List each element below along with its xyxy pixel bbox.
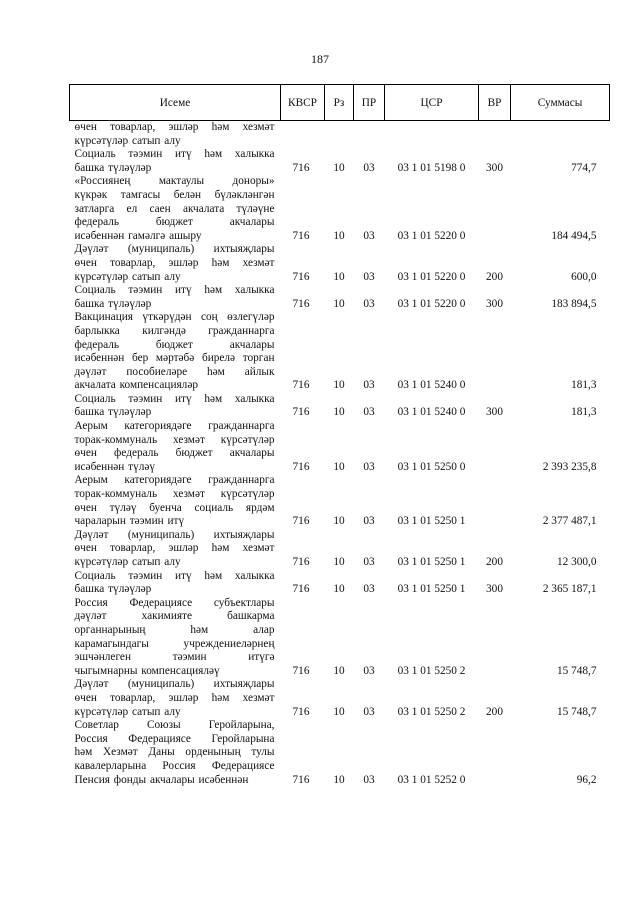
- row-vr: [479, 175, 511, 243]
- row-name-line: чараларын тәэмин итү: [74, 515, 185, 528]
- row-rz: [325, 121, 354, 149]
- row-csr: 03 1 01 5250 1: [397, 583, 466, 596]
- row-name-line: торак-коммуналь хезмәт күрсәтүләр: [74, 433, 275, 446]
- row-name-line: эшчәнлеген тәэмин итүгә: [74, 651, 275, 664]
- row-csr: 03 1 01 5198 0: [397, 161, 466, 174]
- row-rz: 10: [333, 161, 345, 174]
- row-pr: 03: [363, 705, 375, 718]
- row-sum: 96,2: [576, 773, 597, 786]
- row-name-line: затларга ел саен акчалата түләүне: [74, 202, 275, 215]
- row-name-line: Дәүләт (муниципаль) ихтыяҗлары: [74, 678, 275, 691]
- table-row: [70, 570, 610, 597]
- row-pr: 03: [363, 406, 375, 419]
- row-sum: 600,0: [571, 270, 597, 283]
- row-pr: 03: [363, 297, 375, 310]
- header-vr: ВР: [479, 85, 511, 121]
- row-sum: 12 300,0: [556, 556, 597, 568]
- row-name: [70, 284, 281, 311]
- row-kvsr: 716: [292, 229, 310, 242]
- row-name-line: башка түләүләр: [74, 297, 152, 310]
- row-rz: 10: [333, 379, 345, 392]
- row-pr: 03: [363, 556, 375, 568]
- row-vr: 200: [486, 270, 503, 283]
- row-name: [70, 121, 281, 149]
- row-kvsr: 716: [292, 379, 310, 392]
- row-rz: 10: [333, 515, 345, 528]
- row-name-line: өчен товарлар, эшләр һәм хезмәт: [74, 256, 275, 269]
- row-name: [70, 420, 281, 474]
- header-rz: Рз: [325, 85, 354, 121]
- row-pr: 03: [363, 270, 375, 283]
- row-rz: 10: [333, 460, 345, 473]
- row-name-line: һәм Хезмәт Даны орденының тулы: [74, 746, 275, 759]
- row-name: [70, 148, 281, 175]
- row-sum: 181,3: [571, 406, 597, 419]
- row-sum: 184 494,5: [551, 229, 597, 242]
- row-name-line: Аерым категориядәге гражданнарга: [74, 474, 275, 487]
- row-csr: 03 1 01 5220 0: [397, 270, 466, 283]
- row-csr: 03 1 01 5250 2: [397, 705, 466, 718]
- row-rz: 10: [333, 556, 345, 568]
- row-name-line: өчен товарлар, эшләр һәм хезмәт: [74, 121, 275, 133]
- row-name-line: Советлар Союзы Геройларына,: [74, 719, 275, 732]
- row-name: [70, 175, 281, 243]
- row-rz: 10: [333, 297, 345, 310]
- row-vr: 200: [486, 556, 503, 568]
- table-row: [70, 474, 610, 528]
- row-name-line: Дәүләт (муниципаль) ихтыяҗлары: [74, 528, 275, 541]
- header-pr: ПР: [354, 85, 385, 121]
- row-name-line: дәүләт хакимияте башкарма: [74, 610, 275, 623]
- row-name-line: Социаль тәэмин итү һәм халыкка: [74, 148, 275, 161]
- table-body: [70, 121, 610, 788]
- table-row: [70, 243, 610, 284]
- row-csr: 03 1 01 5250 1: [397, 556, 466, 568]
- row-name-line: дәүләт пособиеләре һәм айлык: [74, 365, 275, 378]
- row-sum: 181,3: [571, 379, 597, 392]
- row-name: [70, 678, 281, 719]
- row-name-line: Социаль тәэмин итү һәм халыкка: [74, 569, 275, 582]
- row-name-line: өчен товарлар, эшләр һәм хезмәт: [74, 691, 275, 704]
- row-name: [70, 474, 281, 528]
- row-vr: [479, 311, 511, 393]
- row-name-line: Аерым категориядәге гражданнарга: [74, 420, 275, 433]
- row-csr: 03 1 01 5250 1: [397, 515, 466, 528]
- row-pr: 03: [363, 773, 375, 786]
- row-name: [70, 719, 281, 787]
- row-kvsr: 716: [292, 705, 310, 718]
- row-name-line: чыгымнарны компенсацияләү: [74, 664, 220, 677]
- row-csr: 03 1 01 5240 0: [397, 406, 466, 419]
- row-vr: 300: [486, 583, 503, 596]
- row-kvsr: 716: [292, 556, 310, 568]
- table-row: [70, 678, 610, 719]
- row-kvsr: 716: [292, 161, 310, 174]
- header-kvsr: КВСР: [281, 85, 325, 121]
- row-name-line: федераль бюджет акчалары: [74, 216, 275, 229]
- row-name-line: Дәүләт (муниципаль) ихтыяҗлары: [74, 243, 275, 256]
- row-rz: 10: [333, 406, 345, 419]
- row-vr: [479, 474, 511, 528]
- row-sum: 2 365 187,1: [542, 583, 597, 596]
- row-sum: 2 393 235,8: [542, 460, 597, 473]
- row-name-line: Вакцинация үткәрүдән соң өзлегүләр: [74, 311, 275, 324]
- table-row: [70, 719, 610, 787]
- header-name: Исеме: [70, 85, 281, 121]
- table-row: [70, 148, 610, 175]
- row-vr: [479, 719, 511, 787]
- table-row: [70, 393, 610, 420]
- row-name-line: өчен товарлар, эшләр һәм хезмәт: [74, 542, 275, 555]
- table-row: [70, 597, 610, 679]
- row-name-line: күрсәтүләр сатып алу: [74, 705, 181, 718]
- row-csr: 03 1 01 5220 0: [397, 297, 466, 310]
- row-rz: 10: [333, 229, 345, 242]
- row-rz: 10: [333, 664, 345, 677]
- row-kvsr: 716: [292, 664, 310, 677]
- row-name: [70, 529, 281, 570]
- row-name-line: Пенсия фонды акчалары исәбеннән: [74, 773, 249, 786]
- row-pr: 03: [363, 229, 375, 242]
- header-sum: Суммасы: [511, 85, 610, 121]
- row-csr: 03 1 01 5250 0: [397, 460, 466, 473]
- table-row: [70, 284, 610, 311]
- table-row: [70, 175, 610, 243]
- row-name-line: күрсәтүләр сатып алу: [74, 556, 181, 568]
- row-csr: 03 1 01 5252 0: [397, 773, 466, 786]
- row-vr: 300: [486, 297, 503, 310]
- row-kvsr: 716: [292, 583, 310, 596]
- row-name-line: акчалата компенсацияләр: [74, 379, 198, 392]
- row-name-line: кавалерларына Россия Федерациясе: [74, 759, 275, 772]
- row-rz: 10: [333, 705, 345, 718]
- row-name-line: күрсәтүләр сатып алу: [74, 134, 181, 147]
- row-sum: 183 894,5: [551, 297, 597, 310]
- row-name-line: барлыкка килгәндә гражданнарга: [74, 324, 275, 337]
- row-sum: [511, 121, 610, 149]
- row-rz: 10: [333, 270, 345, 283]
- row-vr: [479, 121, 511, 149]
- row-name-line: күрсәтүләр сатып алу: [74, 270, 181, 283]
- row-vr: [479, 597, 511, 679]
- row-pr: 03: [363, 583, 375, 596]
- row-name-line: «Россиянең мактаулы доноры»: [74, 175, 275, 188]
- row-name-line: Россия Федерациясе субъектлары: [74, 596, 275, 609]
- page-number: 187: [311, 52, 329, 66]
- budget-table: [69, 84, 610, 787]
- table-row: [70, 529, 610, 570]
- row-name: [70, 393, 281, 420]
- row-kvsr: 716: [292, 773, 310, 786]
- row-pr: 03: [363, 460, 375, 473]
- row-name-line: башка түләүләр: [74, 583, 152, 596]
- row-rz: 10: [333, 773, 345, 786]
- row-csr: [385, 121, 479, 149]
- row-pr: [354, 121, 385, 149]
- row-kvsr: 716: [292, 460, 310, 473]
- row-name-line: Социаль тәэмин итү һәм халыкка: [74, 284, 275, 297]
- row-sum: 774,7: [571, 161, 597, 174]
- row-csr: 03 1 01 5220 0: [397, 229, 466, 242]
- row-kvsr: 716: [292, 297, 310, 310]
- row-kvsr: 716: [292, 515, 310, 528]
- row-sum: 15 748,7: [556, 664, 597, 677]
- row-name-line: күкрәк тамгасы белән бүләкләнгән: [74, 188, 275, 201]
- row-name-line: өчен федераль бюджет акчалары: [74, 447, 275, 460]
- table-header: [70, 85, 610, 121]
- table-row: [70, 311, 610, 393]
- row-name-line: башка түләүләр: [74, 406, 152, 419]
- row-vr: 300: [486, 161, 503, 174]
- row-name-line: федераль бюджет акчалары: [74, 338, 275, 351]
- row-sum: 15 748,7: [556, 705, 597, 718]
- row-rz: 10: [333, 583, 345, 596]
- header-csr: ЦСР: [385, 85, 479, 121]
- row-name-line: карамагындагы учреждениеләрнең: [74, 637, 275, 650]
- table-row: [70, 420, 610, 474]
- row-name-line: исәбеннән түләү: [74, 460, 156, 473]
- row-kvsr: 716: [292, 406, 310, 419]
- row-name: [70, 311, 281, 393]
- row-name: [70, 597, 281, 679]
- row-name-line: өчен түләү буенча социаль ярдәм: [74, 501, 275, 514]
- row-vr: 200: [486, 705, 503, 718]
- row-pr: 03: [363, 664, 375, 677]
- row-name-line: Россия Федерациясе Геройларына: [74, 732, 275, 745]
- row-name-line: торак-коммуналь хезмәт күрсәтүләр: [74, 488, 275, 501]
- row-pr: 03: [363, 379, 375, 392]
- row-name-line: исәбеннән гамәлгә ашыру: [74, 229, 202, 242]
- row-kvsr: 716: [292, 270, 310, 283]
- row-vr: 300: [486, 406, 503, 419]
- row-vr: [479, 420, 511, 474]
- row-name-line: органнарының һәм алар: [74, 623, 275, 636]
- row-name: [70, 243, 281, 284]
- row-pr: 03: [363, 161, 375, 174]
- row-name-line: исәбеннән бер мәртәбә бирелә торган: [74, 352, 275, 365]
- table-row: [70, 121, 610, 149]
- row-csr: 03 1 01 5240 0: [397, 379, 466, 392]
- row-name-line: башка түләүләр: [74, 161, 152, 174]
- row-name: [70, 570, 281, 597]
- row-name-line: Социаль тәэмин итү һәм халыкка: [74, 392, 275, 405]
- row-csr: 03 1 01 5250 2: [397, 664, 466, 677]
- row-kvsr: [281, 121, 325, 149]
- row-pr: 03: [363, 515, 375, 528]
- row-sum: 2 377 487,1: [542, 515, 597, 528]
